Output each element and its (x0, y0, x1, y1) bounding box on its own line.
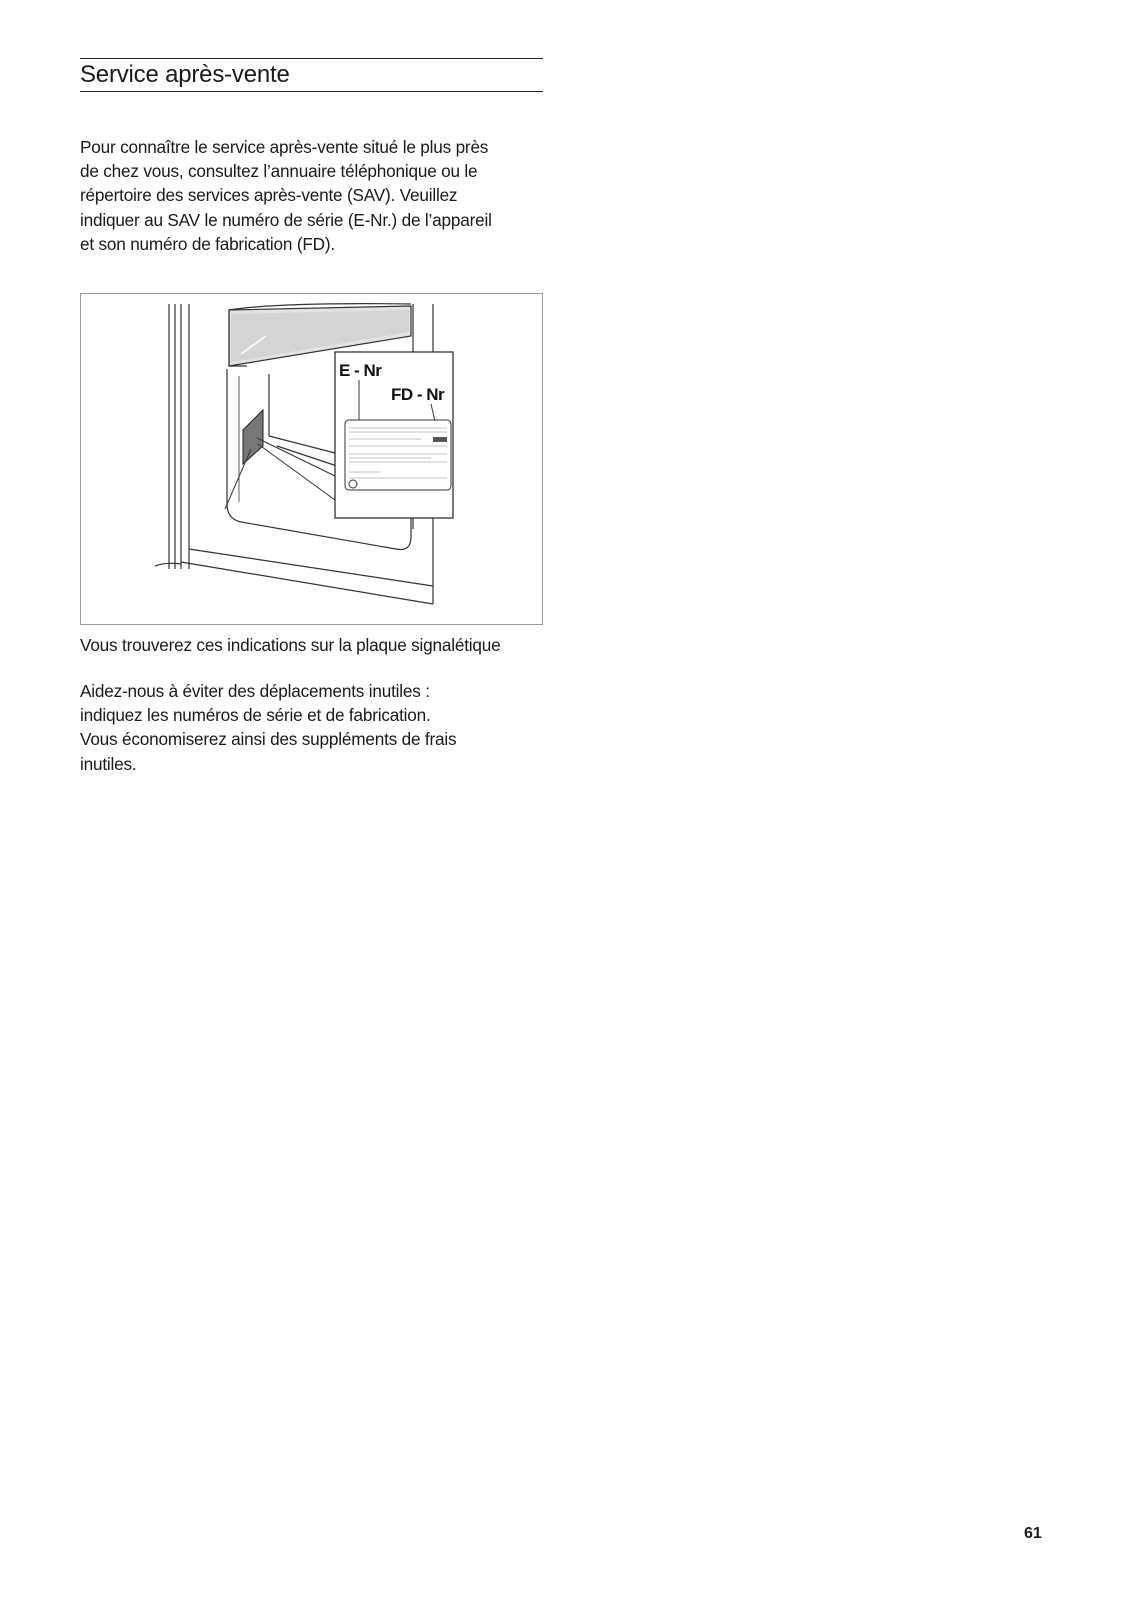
rating-plate-small (243, 410, 263, 464)
label-e-nr: E - Nr (339, 361, 382, 380)
fridge-interior-drawing (81, 294, 544, 626)
intro-paragraph: Pour connaître le service après-vente situé le plus près de chez vous, consultez l’annuaire téléphonique ou le répertoire des services après-vente (SAV). Veuillez indiquer au SAV le numéro de série (E-Nr.) de l’appareil et son numéro de fabrication (FD). (80, 137, 492, 254)
label-fd-nr: FD - Nr (391, 385, 445, 404)
figure-caption: Vous trouverez ces indications sur la plaque signalétique (80, 635, 501, 655)
page-number: 61 (1024, 1525, 1042, 1542)
rating-plate-detail (345, 420, 451, 490)
section-title: Service après-vente (80, 61, 290, 88)
rating-plate-illustration (80, 293, 543, 625)
closing-paragraph: Aidez-nous à éviter des déplacements inutiles : indiquez les numéros de série et de fabrication. Vous économiserez ainsi des suppléments de frais inutiles. (80, 681, 457, 774)
section-title-block (80, 58, 543, 92)
